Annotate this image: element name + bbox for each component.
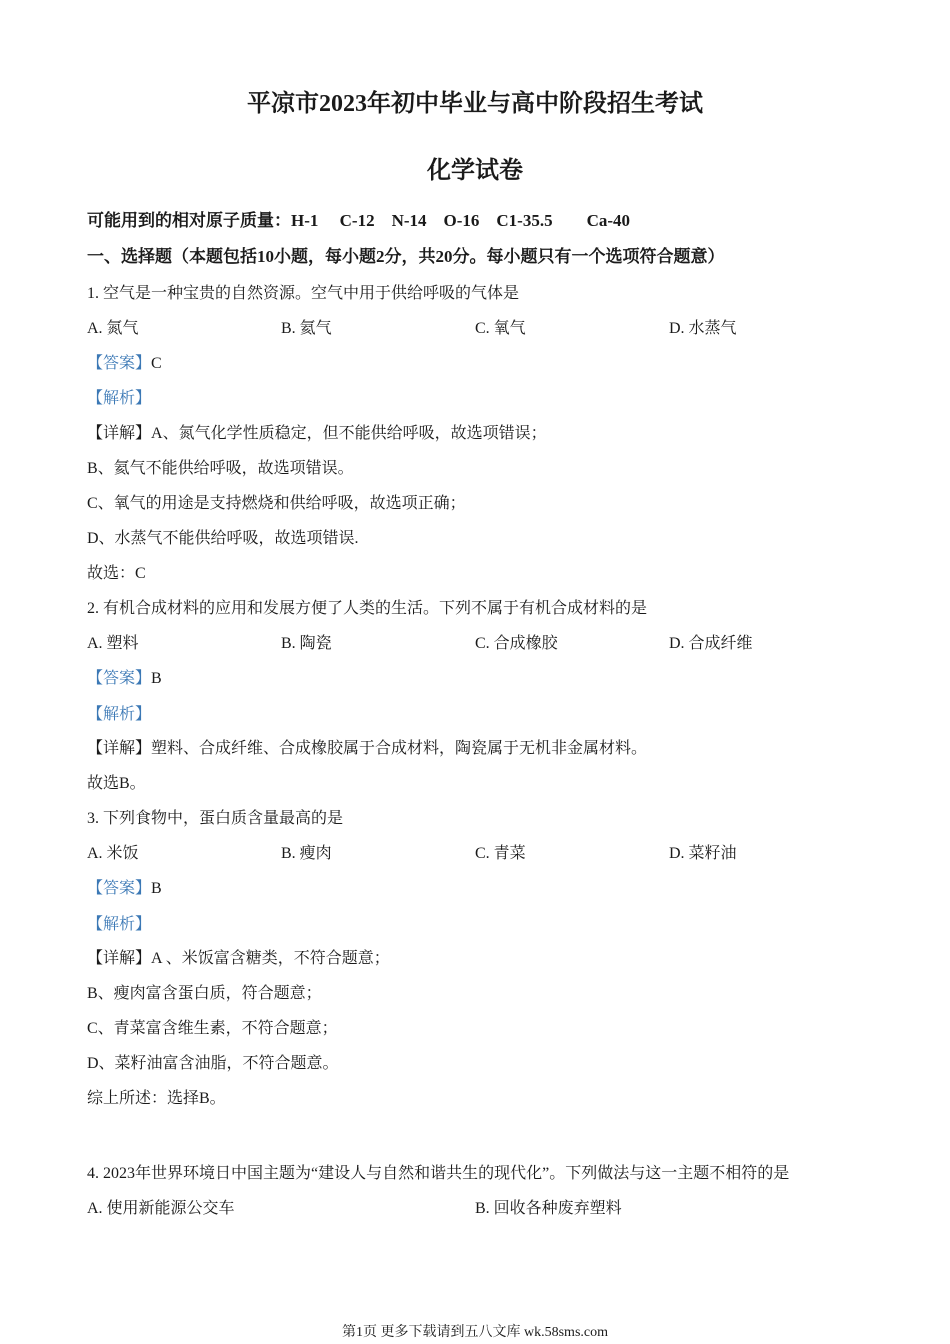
detail-label: 【详解】 <box>87 425 152 442</box>
answer-value: B <box>151 670 162 687</box>
question-1-stem: 1. 空气是一种宝贵的自然资源。空气中用于供给呼吸的气体是 <box>87 285 520 302</box>
question-1-analysis-label: 【解析】 <box>87 390 152 407</box>
question-4-option-b: B. 回收各种废弃塑料 <box>475 1200 622 1217</box>
question-3-explanation: D、菜籽油富含油脂，不符合题意。 <box>87 1055 339 1072</box>
question-2-answer <box>87 668 162 690</box>
question-4-option-a: A. 使用新能源公交车 <box>87 1200 235 1217</box>
question-1-conclusion: 故选：C <box>87 565 146 582</box>
detail-label: 【详解】 <box>87 740 152 757</box>
detail-label: 【详解】 <box>87 950 152 967</box>
question-2-option-b: B. 陶瓷 <box>281 635 332 652</box>
question-3-answer <box>87 878 162 900</box>
question-2-conclusion: 故选B。 <box>87 775 146 792</box>
question-3-analysis-label: 【解析】 <box>87 916 152 933</box>
question-3-conclusion: 综上所述：选择B。 <box>87 1090 226 1107</box>
exam-subtitle: 化学试卷 <box>427 158 523 184</box>
answer-value: C <box>151 355 162 372</box>
question-1-explanation: C、氧气的用途是支持燃烧和供给呼吸，故选项正确； <box>87 495 466 512</box>
question-1-option-a: A. 氮气 <box>87 320 139 337</box>
question-4-stem: 4. 2023年世界环境日中国主题为“建设人与自然和谐共生的现代化”。下列做法与这一主题不相符的是 <box>87 1165 790 1182</box>
question-3-option-a: A. 米饭 <box>87 845 139 862</box>
answer-label: 【答案】 <box>87 355 152 372</box>
detail-text: 塑料、合成纤维、合成橡胶属于合成材料，陶瓷属于无机非金属材料。 <box>151 740 648 757</box>
question-2-detail <box>87 738 647 760</box>
question-2-option-d: D. 合成纤维 <box>669 635 753 652</box>
page-footer: 第1页 更多下载请到五八文库 wk.58sms.com <box>342 1325 608 1340</box>
question-1-answer <box>87 353 162 375</box>
question-2-analysis-label: 【解析】 <box>87 706 152 723</box>
question-1-option-d: D. 水蒸气 <box>669 320 737 337</box>
detail-text: A 、米饭富含糖类，不符合题意； <box>151 950 390 967</box>
question-3-stem: 3. 下列食物中，蛋白质含量最高的是 <box>87 810 344 827</box>
question-3-option-d: D. 菜籽油 <box>669 845 737 862</box>
question-3-option-b: B. 瘦肉 <box>281 845 332 862</box>
detail-text: A、氮气化学性质稳定，但不能供给呼吸，故选项错误； <box>151 425 547 442</box>
answer-label: 【答案】 <box>87 880 152 897</box>
question-3-detail <box>87 948 390 970</box>
question-1-option-c: C. 氧气 <box>475 320 526 337</box>
answer-value: B <box>151 880 162 897</box>
question-3-explanation: B、瘦肉富含蛋白质，符合题意； <box>87 985 322 1002</box>
answer-label: 【答案】 <box>87 670 152 687</box>
section-heading: 一、选择题（本题包括10小题，每小题2分，共20分。每小题只有一个选项符合题意） <box>87 247 725 266</box>
question-1-detail <box>87 423 547 445</box>
question-3-option-c: C. 青菜 <box>475 845 526 862</box>
question-2-option-c: C. 合成橡胶 <box>475 635 558 652</box>
question-2-option-a: A. 塑料 <box>87 635 139 652</box>
question-2-stem: 2. 有机合成材料的应用和发展方便了人类的生活。下列不属于有机合成材料的是 <box>87 600 648 617</box>
atomic-mass-line: 可能用到的相对原子质量：H-1 C-12 N-14 O-16 C1-35.5 Ca-40 <box>87 211 631 230</box>
question-3-explanation: C、青菜富含维生素，不符合题意； <box>87 1020 338 1037</box>
question-1-explanation: B、氦气不能供给呼吸，故选项错误。 <box>87 460 354 477</box>
question-1-option-b: B. 氦气 <box>281 320 332 337</box>
exam-title: 平凉市2023年初中毕业与高中阶段招生考试 <box>247 91 703 117</box>
question-1-explanation: D、水蒸气不能供给呼吸，故选项错误. <box>87 530 359 547</box>
